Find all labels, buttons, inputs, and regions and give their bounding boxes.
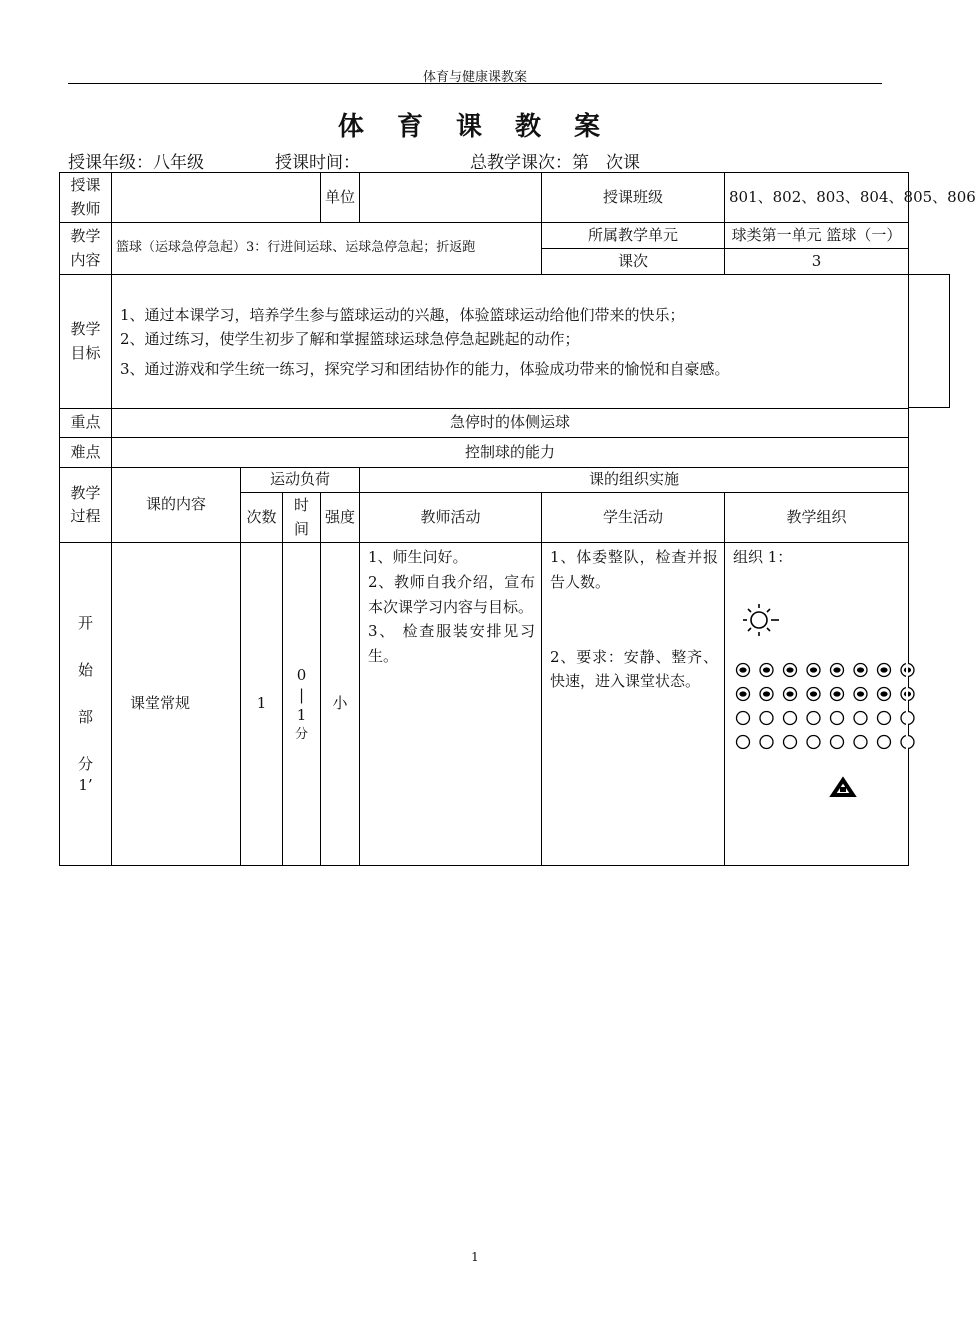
load-header: 运动负荷 [241,468,360,493]
student-activity: 2、要求：安静、整齐、快速，进入课堂状态。 [550,647,718,691]
student-dot-icon [810,691,817,696]
difficulty-value: 控制球的能力 [112,438,909,468]
diagram-edge [906,618,908,800]
girl-student-icon [784,735,797,748]
content-label: 教学内容 [60,223,112,275]
process-label: 教学过程 [60,468,112,543]
content-header: 课的内容 [112,468,241,543]
student-activity: 1、体委整队，检查并报告人数。 [550,548,718,591]
content-value: 篮球（运球急停急起）3：行进间运球、运球急停急起；折返跑 [112,223,542,275]
student-dot-icon [857,667,864,672]
lesson-plan-table [59,172,976,866]
lesson-count-field: 总教学课次：第 次课 [470,153,640,173]
girl-student-icon [854,711,867,724]
page-number: 1 [471,1250,479,1264]
class-value: 801、802、803、804、805、806 [725,173,909,223]
goals-overflow-box [908,274,950,408]
section-char: 部 [77,707,93,726]
start-content: 课堂常规 [112,543,241,866]
unit-value [360,173,542,223]
section-char: 始 [77,660,93,679]
class-label: 授课班级 [542,173,725,223]
time-part: | [298,686,305,705]
girl-student-icon [807,735,820,748]
difficulty-label: 难点 [60,438,112,468]
girl-student-icon [784,711,797,724]
org-header: 课的组织实施 [360,468,909,493]
key-point-value: 急停时的体侧运球 [112,409,909,438]
content-row [60,223,909,249]
time-part: 1 [296,706,307,725]
goal-item: 2、通过练习，使学生初步了解和掌握篮球运球急停急起跳起的动作； [120,329,580,348]
start-intensity: 小 [321,543,360,866]
girl-student-icon [854,735,867,748]
start-section-label [60,543,112,866]
student-dot-icon [739,667,746,672]
time-field: 授课时间： [275,153,360,173]
organization-cell [725,543,909,866]
teacher-activities [360,543,542,866]
student-dot-icon [763,667,770,672]
triangle-marker-icon [833,780,853,795]
document-title: 体 育 课 教 案 [337,112,613,142]
teacher-row [60,173,909,223]
time-header: 时间 [283,493,321,543]
student-dot-icon [786,667,793,672]
section-char: 分 [77,754,93,773]
goals-list [112,275,909,409]
girl-student-icon [831,711,844,724]
teacher-label: 授课教师 [60,173,112,223]
student-dot-icon [880,691,887,696]
student-activities [542,543,725,866]
organization-label: 组织 1： [733,548,793,566]
page-header: 体育与健康课教案 [422,70,527,85]
student-formation [737,663,915,748]
girl-student-icon [878,711,891,724]
lesson-no-value: 3 [725,249,909,275]
student-dot-icon [880,667,887,672]
grade-field: 授课年级：八年级 [68,153,204,173]
teaching-unit-value: 球类第一单元 篮球（一） [725,223,909,249]
girl-student-icon [831,735,844,748]
goal-item: 3、通过游戏和学生统一练习，探究学习和团结协作的能力，体验成功带来的愉悦和自豪感。 [120,359,730,378]
teacher-activity-header: 教师活动 [360,493,542,543]
girl-student-icon [760,735,773,748]
time-part: 分 [294,726,308,742]
section-char: 1’ [78,775,93,794]
teacher-activity: 3、 检查服装安排见习生。 [368,622,535,665]
student-activity-header: 学生活动 [542,493,725,543]
goals-label: 教学目标 [60,275,112,409]
time-part: 0 [296,665,307,684]
key-point-row [60,409,909,438]
organization-header: 教学组织 [725,493,909,543]
goal-item: 1、通过本课学习，培养学生参与篮球运动的兴趣，体验篮球运动给他们带来的快乐； [120,305,685,324]
header-rule [68,83,882,84]
student-dot-icon [833,691,840,696]
key-point-label: 重点 [60,409,112,438]
girl-student-icon [737,711,750,724]
start-reps: 1 [241,543,283,866]
girl-student-icon [807,711,820,724]
unit-label: 单位 [321,173,360,223]
student-dot-icon [739,691,746,696]
start-section-row [60,543,909,866]
lesson-no-label: 课次 [542,249,725,275]
process-header-row [60,468,909,493]
teacher-sun-icon [743,604,779,636]
formation-diagram [733,576,909,846]
start-time [283,543,321,866]
student-dot-icon [833,667,840,672]
teacher-value [112,173,321,223]
student-dot-icon [857,691,864,696]
difficulty-row [60,438,909,468]
student-dot-icon [763,691,770,696]
teacher-activity: 2、教师自我介绍，宣布本次课学习内容与目标。 [368,572,535,616]
reps-header: 次数 [241,493,283,543]
girl-student-icon [737,735,750,748]
teacher-activity: 1、师生问好。 [368,548,468,566]
intensity-header: 强度 [321,493,360,543]
student-dot-icon [810,667,817,672]
student-dot-icon [786,691,793,696]
girl-student-icon [760,711,773,724]
girl-student-icon [878,735,891,748]
section-char: 开 [77,613,93,632]
teaching-unit-label: 所属教学单元 [542,223,725,249]
goals-row [60,275,909,409]
